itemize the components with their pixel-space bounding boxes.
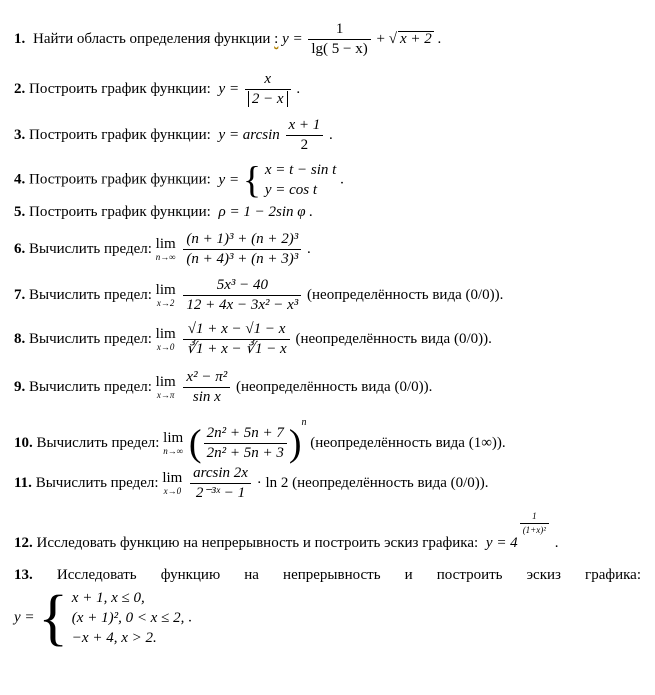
- fraction: [245, 72, 291, 107]
- denominator: ∛1 + x − ∛1 − x: [186, 341, 287, 357]
- period: .: [554, 535, 559, 551]
- problem-number: 13.: [14, 567, 33, 583]
- numerator: x: [245, 72, 291, 90]
- fraction: [204, 426, 287, 461]
- numerator: 5x³ − 40: [183, 278, 301, 296]
- problem-text: Вычислить предел:: [29, 330, 152, 347]
- left-paren-icon: (: [188, 422, 202, 465]
- case-2: (x + 1)², 0 < x ≤ 2,: [71, 609, 185, 626]
- problem-3: [14, 118, 641, 153]
- denominator: 2⁻³ˣ − 1: [195, 485, 246, 501]
- indeterminacy-note: (неопределённость вида (0/0)).: [295, 330, 492, 347]
- problem-7: [14, 278, 641, 313]
- case-3: −x + 4, x > 2.: [71, 630, 157, 647]
- denominator: sin x: [192, 389, 221, 405]
- problem-2: [14, 72, 641, 107]
- period: .: [437, 30, 442, 47]
- problem-number: 11.: [14, 474, 32, 491]
- problem-number: 3.: [14, 126, 26, 143]
- numerator: arcsin 2x: [190, 466, 251, 484]
- limit-operator: [156, 375, 176, 400]
- problem-8: [14, 322, 641, 357]
- numerator: (n + 1)³ + (n + 2)³: [183, 232, 301, 250]
- problem-text: Вычислить предел:: [29, 378, 152, 395]
- problem-1: 1. Найти область определения функции : y = $\frac{1}{\lg( 5 - x)}$ + √ x + 2 .: [14, 21, 442, 57]
- indeterminacy-note: (неопределённость вида (1∞)).: [310, 435, 506, 451]
- lim-subscript: x→0: [163, 486, 182, 496]
- problem-5: [14, 205, 641, 220]
- lim-text: lim: [162, 470, 183, 486]
- denominator: 12 + 4x − 3x² − x³: [186, 297, 299, 313]
- problem-text: Построить график функции:: [29, 171, 211, 188]
- plus-sign: +: [376, 30, 385, 47]
- fraction: [190, 466, 251, 501]
- colon: :: [274, 30, 279, 47]
- denominator: 2 − x: [248, 91, 288, 107]
- problem-text: Построить график функции:: [29, 80, 211, 97]
- problem-text: Вычислить предел:: [35, 474, 159, 491]
- formula-lhs: y =: [14, 609, 35, 626]
- sqrt-expr: x + 2: [399, 30, 432, 47]
- exponent: n: [301, 417, 307, 428]
- indeterminacy-note: (неопределённость вида (0/0)).: [235, 378, 433, 395]
- limit-operator: [156, 283, 176, 308]
- limit-operator: [156, 237, 176, 262]
- formula-lhs: y =: [218, 80, 240, 97]
- problem-number: 5.: [14, 204, 26, 220]
- fraction: [183, 278, 301, 313]
- problem-text: Построить график функции:: [29, 126, 211, 143]
- problem-9: [14, 370, 641, 405]
- problem-13: [14, 567, 641, 652]
- numerator: x² − π²: [183, 370, 230, 388]
- problem-number: 8.: [14, 330, 26, 347]
- fraction: [183, 370, 230, 405]
- piecewise-cases: [72, 588, 185, 649]
- lim-subscript: x→π: [156, 390, 175, 400]
- fraction: [286, 118, 324, 153]
- case-1: x + 1, x ≤ 0,: [71, 589, 145, 606]
- period: .: [329, 126, 333, 143]
- lim-text: lim: [155, 236, 176, 252]
- numerator: 2n² + 5n + 7: [204, 426, 287, 444]
- parametric-system: [265, 160, 337, 201]
- problem-number: 7.: [14, 286, 26, 303]
- problem-text: Вычислить предел:: [29, 240, 152, 257]
- problem-number: 12.: [14, 535, 33, 551]
- fraction: [183, 322, 289, 357]
- equation-y: y = cos t: [264, 182, 318, 199]
- numerator: √1 + x − √1 − x: [183, 322, 289, 340]
- problem-text: Построить график функции:: [29, 204, 211, 220]
- problem-text: Найти область определения функции: [33, 30, 271, 47]
- limit-operator: [163, 431, 183, 456]
- exponent-denominator: (1+x)²: [522, 525, 546, 535]
- exponent-fraction: [520, 512, 549, 535]
- problem-number: 10.: [14, 435, 33, 451]
- problem-number: 4.: [14, 171, 26, 188]
- formula-base: y = 4: [485, 535, 518, 551]
- formula-lhs: y =: [282, 30, 303, 47]
- lim-subscript: n→∞: [163, 446, 184, 457]
- problem-4: [14, 160, 641, 201]
- problem-text: Вычислить предел:: [36, 435, 160, 451]
- fraction: [308, 22, 370, 57]
- formula-lhs: y =: [218, 171, 240, 188]
- denominator: 2: [300, 137, 309, 153]
- denominator: (n + 4)³ + (n + 3)³: [186, 251, 299, 267]
- numerator: x + 1: [286, 118, 324, 136]
- problem-text: Исследовать функцию на непрерывность и построить эскиз графика:: [36, 535, 479, 551]
- fraction: [183, 232, 301, 267]
- lim-subscript: n→∞: [155, 252, 176, 262]
- period: .: [307, 240, 311, 257]
- problem-6: [14, 232, 641, 267]
- polar-formula: ρ = 1 − 2sin φ .: [218, 204, 314, 220]
- right-paren-icon: ): [288, 422, 302, 465]
- lim-text: lim: [155, 326, 176, 342]
- indeterminacy-note: (неопределённость вида (0/0)).: [307, 286, 504, 303]
- indeterminacy-note: (неопределённость вида (0/0)).: [292, 474, 489, 491]
- brace-icon: {: [38, 584, 69, 652]
- denominator: 2n² + 5n + 3: [206, 445, 284, 462]
- lim-text: lim: [155, 282, 176, 298]
- problem-12: [14, 512, 641, 551]
- problem-11: [14, 466, 641, 501]
- exponent-numerator: 1: [520, 512, 549, 524]
- limit-operator: [156, 327, 176, 352]
- multiplier: · ln 2: [256, 474, 289, 491]
- brace-icon: {: [242, 159, 262, 202]
- problem-number: 2.: [14, 80, 26, 97]
- lim-subscript: x→2: [156, 298, 175, 308]
- period: .: [188, 609, 192, 626]
- formula-lhs: y = arcsin: [218, 126, 280, 143]
- lim-subscript: x→0: [156, 342, 175, 352]
- lim-text: lim: [155, 374, 176, 390]
- problem-10: [14, 418, 641, 463]
- numerator: 1: [308, 22, 370, 40]
- lim-text: lim: [163, 430, 184, 447]
- problem-number: 6.: [14, 240, 26, 257]
- equation-x: x = t − sin t: [264, 162, 337, 178]
- limit-operator: [162, 471, 182, 496]
- problem-number: 9.: [14, 378, 26, 395]
- denominator: lg( 5 − x): [311, 41, 368, 57]
- problem-text: Вычислить предел:: [29, 286, 152, 303]
- period: .: [296, 80, 301, 97]
- period: .: [340, 171, 344, 188]
- problem-text: Исследовать функцию на непрерывность и построить эскиз графика:: [56, 567, 641, 583]
- problem-number: 1.: [14, 30, 26, 47]
